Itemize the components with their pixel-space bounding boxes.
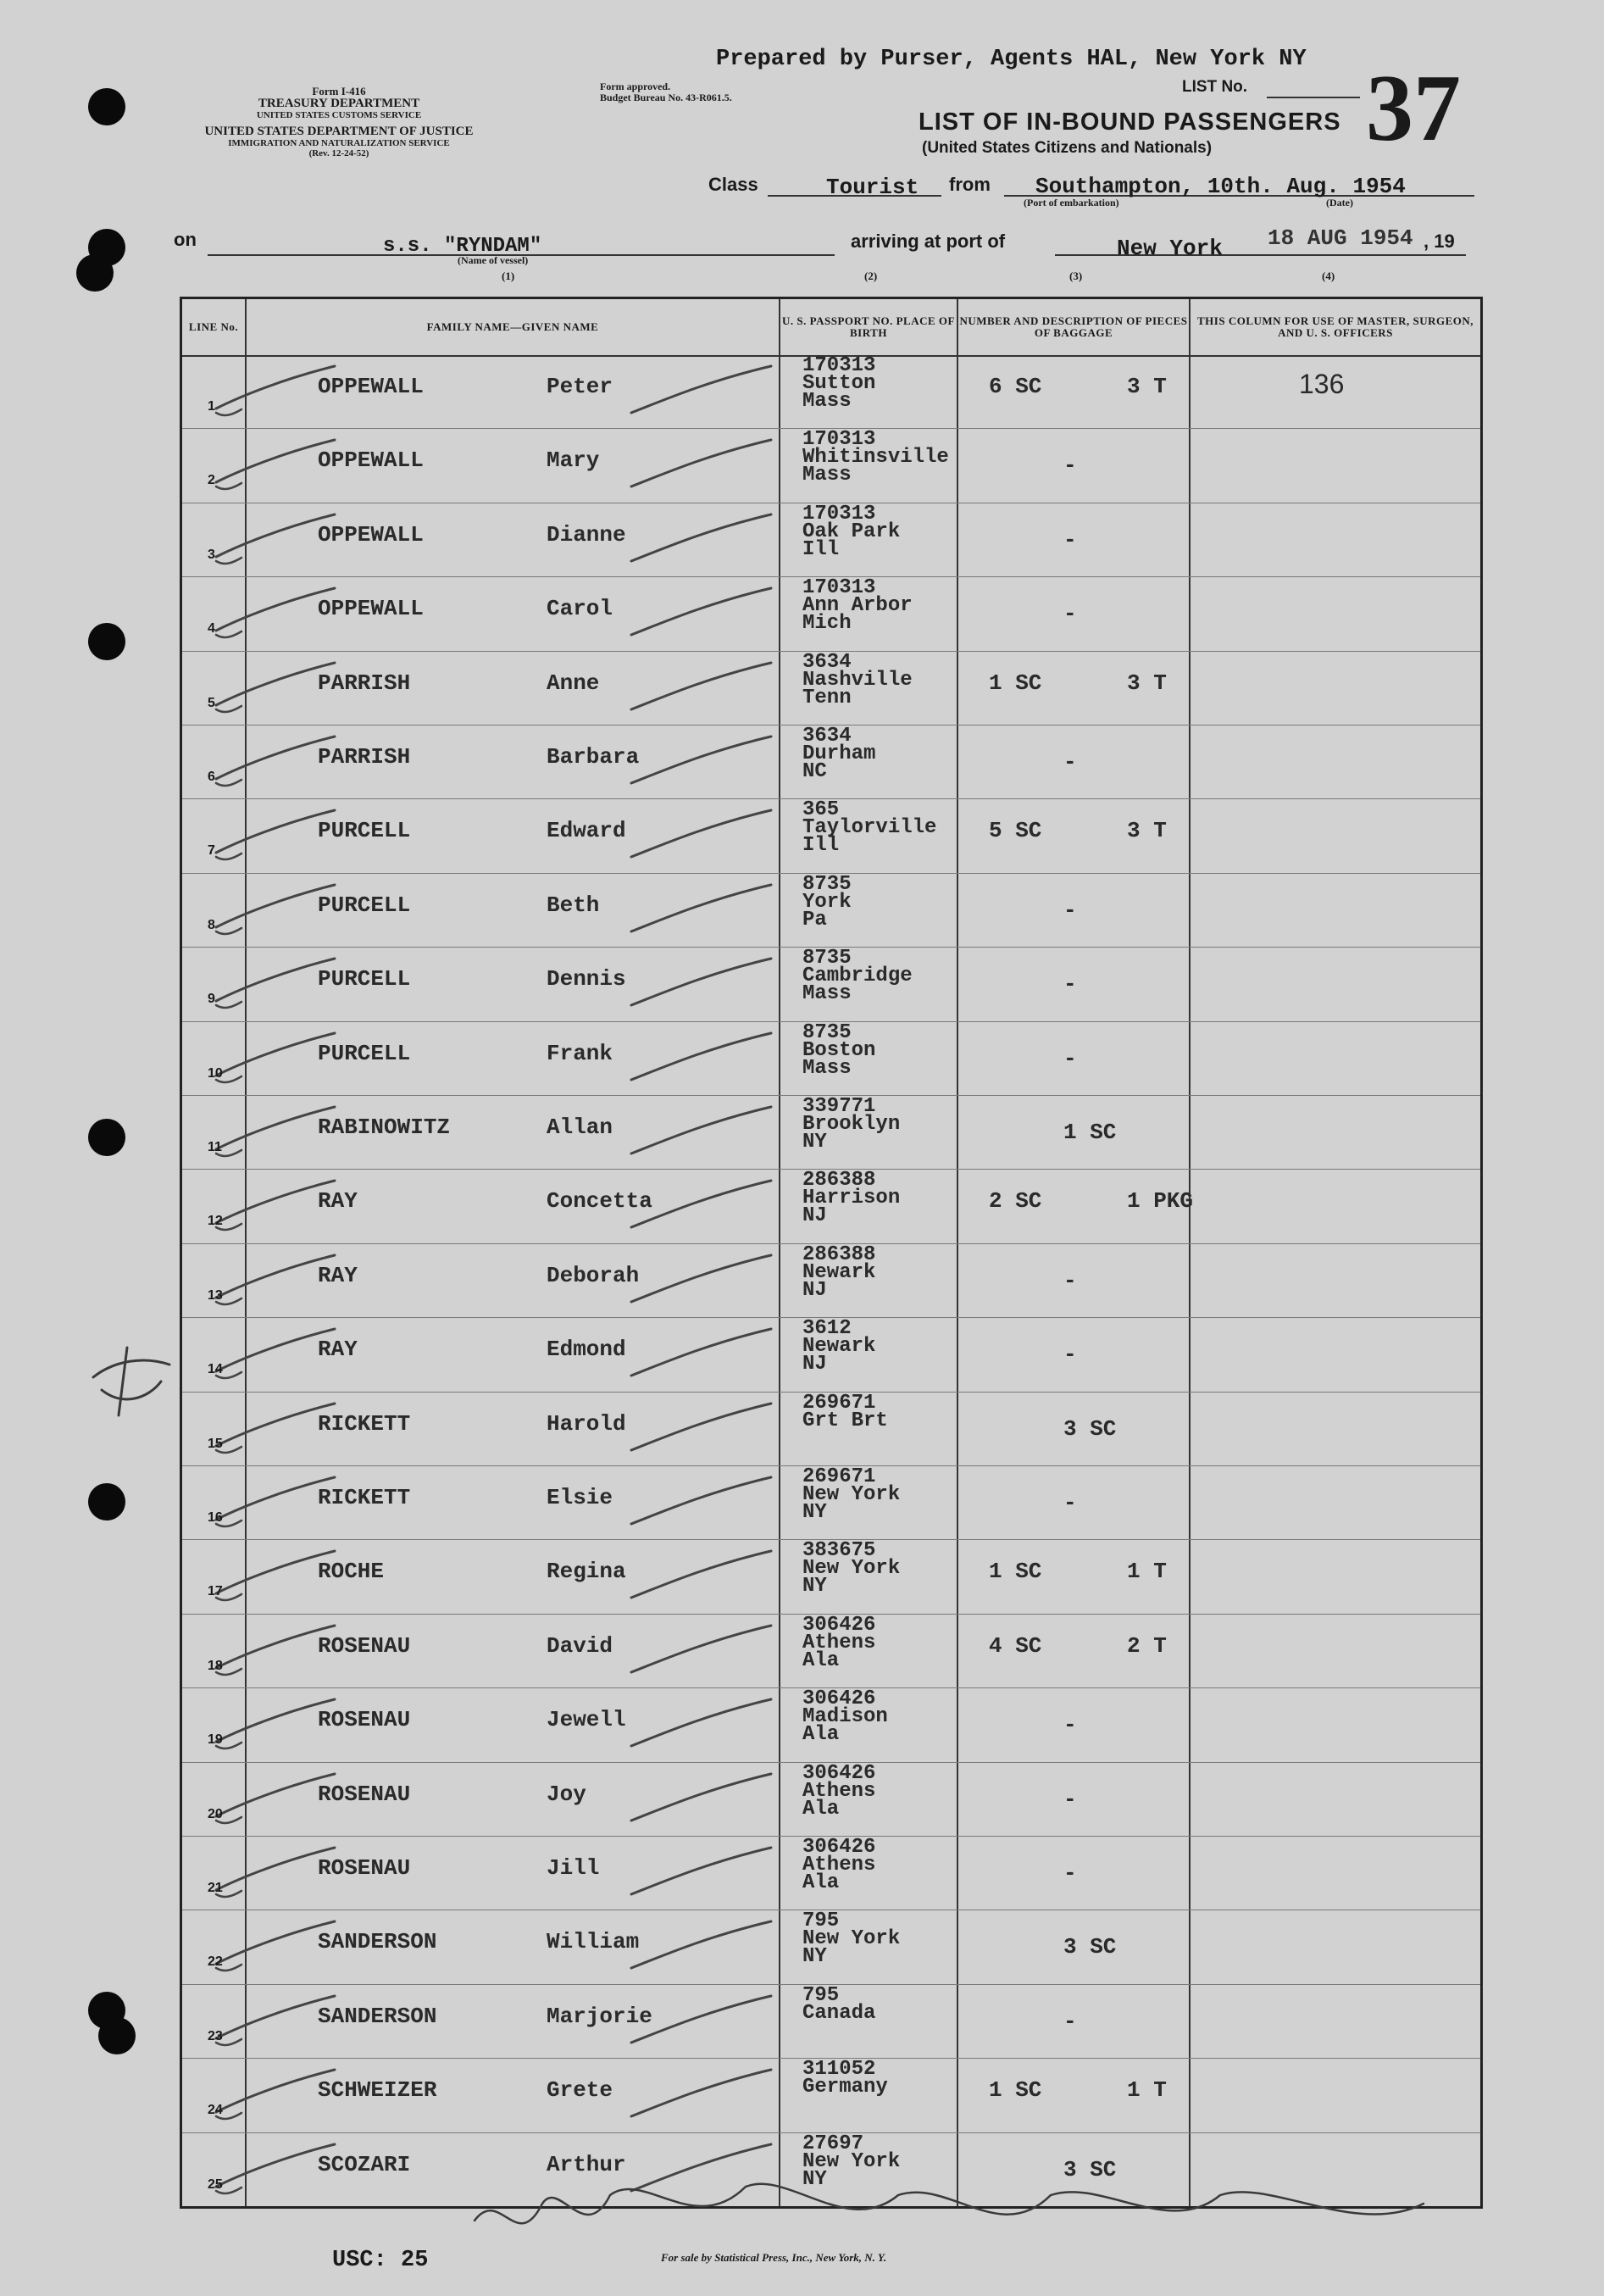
family-name: PURCELL <box>318 966 411 992</box>
baggage-count: 5 SC <box>989 818 1042 844</box>
prepared-by: Prepared by Purser, Agents HAL, New York NY <box>716 47 1307 72</box>
passport-number: 306426 <box>802 1687 876 1711</box>
birth-place: New York <box>802 1927 901 1951</box>
birth-state: Ala <box>802 1723 840 1747</box>
arrival-port: New York <box>1117 236 1223 261</box>
given-name: Peter <box>547 374 613 399</box>
given-name: Arthur <box>547 2151 626 2177</box>
family-name: PARRISH <box>318 744 411 770</box>
from-value: Southampton, 10th. Aug. 1954 <box>1035 174 1406 199</box>
line-number: 1 <box>208 399 215 414</box>
passport-number: 8735 <box>802 872 852 896</box>
passport-number: 286388 <box>802 1169 876 1192</box>
ins-service: IMMIGRATION AND NATURALIZATION SERVICE <box>228 138 450 148</box>
baggage-summary: - <box>1063 2008 1077 2034</box>
line-number: 16 <box>208 1510 223 1525</box>
line-number: 22 <box>208 1954 223 1970</box>
birth-place: New York <box>802 1557 901 1581</box>
customs-service: UNITED STATES CUSTOMS SERVICE <box>256 110 422 120</box>
family-name: ROSENAU <box>318 1855 411 1881</box>
birth-place: Boston <box>802 1038 876 1062</box>
given-name: Joy <box>547 1781 586 1807</box>
birth-place: Athens <box>802 1631 876 1654</box>
line-number: 10 <box>208 1065 223 1081</box>
passport-number: 8735 <box>802 1020 852 1044</box>
passport-number: 311052 <box>802 2058 876 2082</box>
baggage-count: 1 SC <box>989 2077 1042 2104</box>
family-name: ROSENAU <box>318 1707 411 1733</box>
baggage-trunks: 2 T <box>1127 1632 1167 1659</box>
usc-count: USC: 25 <box>332 2248 429 2273</box>
passport-number: 306426 <box>802 1761 876 1785</box>
birth-state: NC <box>802 760 827 783</box>
birth-state: Ala <box>802 1648 840 1672</box>
given-name: Anne <box>547 670 600 696</box>
line-number: 3 <box>208 547 215 562</box>
pencil-scribble-icon <box>475 2184 1424 2224</box>
line-number: 11 <box>208 1140 222 1154</box>
given-name: Barbara <box>547 744 640 770</box>
line-number: 5 <box>208 695 215 710</box>
printer-credit: For sale by Statistical Press, Inc., New York, N. Y. <box>661 2251 887 2264</box>
class-label: Class <box>708 174 758 195</box>
given-name: Jewell <box>547 1707 626 1733</box>
family-name: SCOZARI <box>318 2151 411 2177</box>
officer-note: 136 <box>1299 369 1345 399</box>
given-name: Harold <box>547 1410 626 1437</box>
baggage-count: 2 SC <box>989 1188 1042 1215</box>
family-name: RAY <box>318 1188 358 1215</box>
passport-number: 3634 <box>802 650 852 674</box>
baggage-summary: - <box>1063 971 1077 998</box>
birth-place: Athens <box>802 1854 876 1876</box>
line-number: 2 <box>208 473 215 488</box>
col-header-baggage: NUMBER AND DESCRIPTION OF PIECES OF BAGGAGE <box>959 314 1188 339</box>
baggage-trunks: 1 PKG <box>1127 1188 1194 1215</box>
family-name: SCHWEIZER <box>318 2077 437 2104</box>
col-header-officers: THIS COLUMN FOR USE OF MASTER, SURGEON, AND U. S. OFFICERS <box>1197 314 1474 339</box>
baggage-trunks: 3 T <box>1127 374 1167 399</box>
birth-place: Newark <box>802 1260 876 1284</box>
baggage-summary: - <box>1063 897 1077 923</box>
family-name: ROCHE <box>318 1559 385 1585</box>
baggage-trunks: 1 T <box>1127 1559 1167 1585</box>
list-number: 37 <box>1366 56 1461 161</box>
line-number: 6 <box>208 770 215 784</box>
birth-place: New York <box>802 2149 901 2173</box>
birth-state: NY <box>802 2167 827 2191</box>
baggage-summary: - <box>1063 1342 1077 1368</box>
baggage-count: 6 SC <box>989 374 1042 399</box>
class-value: Tourist <box>826 175 919 200</box>
from-label: from <box>949 174 991 195</box>
birth-place: York <box>802 890 852 914</box>
passport-number: 3634 <box>802 725 852 748</box>
birth-place: Harrison <box>802 1187 901 1210</box>
family-name: RICKETT <box>318 1410 411 1437</box>
family-name: OPPEWALL <box>318 374 424 399</box>
birth-place: Whitinsville <box>802 446 949 470</box>
baggage-summary: - <box>1063 1712 1077 1738</box>
line-number: 4 <box>208 621 215 637</box>
given-name: Carol <box>547 596 613 622</box>
given-name: Concetta <box>547 1188 652 1215</box>
birth-state: Mass <box>802 390 852 413</box>
given-name: Allan <box>547 1115 613 1140</box>
birth-place: Grt Brt <box>802 1409 888 1432</box>
given-name: David <box>547 1632 613 1659</box>
family-name: OPPEWALL <box>318 448 424 474</box>
birth-place: Ann Arbor <box>802 594 913 618</box>
family-name: RABINOWITZ <box>318 1115 451 1140</box>
family-name: RAY <box>318 1262 358 1288</box>
birth-place: Newark <box>802 1335 876 1359</box>
birth-state: Ala <box>802 1871 840 1894</box>
passport-number: 365 <box>802 798 840 822</box>
birth-state: NJ <box>802 1278 827 1302</box>
col-header-passport: U. S. PASSPORT NO. PLACE OF BIRTH <box>782 314 955 339</box>
family-name: PURCELL <box>318 892 411 918</box>
birth-state: Ill <box>802 537 840 561</box>
baggage-summary: - <box>1063 749 1077 775</box>
passport-number: 795 <box>802 1983 840 2007</box>
family-name: PURCELL <box>318 1040 411 1066</box>
line-number: 18 <box>208 1658 223 1673</box>
birth-place: Canada <box>802 2001 876 2025</box>
given-name: Frank <box>547 1040 613 1066</box>
passport-number: 383675 <box>802 1539 876 1563</box>
form-number: Form I-416 <box>312 85 366 97</box>
passport-number: 339771 <box>802 1095 876 1118</box>
embarkation-caption: (Port of embarkation) <box>1024 197 1119 208</box>
birth-place: Taylorville <box>802 816 937 840</box>
line-number: 19 <box>208 1732 223 1748</box>
given-name: Marjorie <box>547 2003 652 2029</box>
birth-place: Cambridge <box>802 965 913 988</box>
form-approved: Form approved. Budget Bureau No. 43-R061.5. <box>600 81 732 103</box>
line-number: 24 <box>208 2103 223 2118</box>
passport-number: 795 <box>802 1910 840 1933</box>
line-number: 20 <box>208 1806 223 1821</box>
line-number: 12 <box>208 1214 223 1229</box>
list-no-label: LIST No. <box>1182 78 1248 96</box>
passport-number: 3612 <box>802 1317 852 1341</box>
birth-state: NY <box>802 1501 827 1524</box>
birth-state: Mich <box>802 612 852 636</box>
date-caption: (Date) <box>1326 197 1353 208</box>
list-title: LIST OF IN-BOUND PASSENGERS <box>919 108 1341 136</box>
given-name: Beth <box>547 892 600 918</box>
given-name: Elsie <box>547 1485 613 1510</box>
family-name: ROSENAU <box>318 1632 411 1659</box>
line-number: 8 <box>208 917 215 932</box>
given-name: Edward <box>547 818 626 844</box>
baggage-summary: - <box>1063 1490 1077 1515</box>
line-number: 7 <box>208 843 215 859</box>
baggage-summary: - <box>1063 526 1077 553</box>
birth-state: Ill <box>802 834 840 858</box>
baggage-trunks: 1 T <box>1127 2077 1167 2104</box>
vessel-caption: (Name of vessel) <box>458 254 529 266</box>
baggage-summary: - <box>1063 1786 1077 1812</box>
baggage-summary: - <box>1063 1267 1077 1293</box>
list-subtitle: (United States Citizens and Nationals) <box>922 139 1213 157</box>
baggage-summary: - <box>1063 453 1077 479</box>
family-name: ROSENAU <box>318 1781 411 1807</box>
birth-place: Germany <box>802 2076 888 2099</box>
birth-state: NY <box>802 1945 827 1969</box>
baggage-trunks: 3 T <box>1127 818 1167 844</box>
birth-state: Mass <box>802 982 852 1006</box>
passport-number: 170313 <box>802 502 876 525</box>
family-name: RAY <box>318 1337 358 1363</box>
passport-number: 170313 <box>802 428 876 452</box>
line-number: 14 <box>208 1362 223 1377</box>
passport-number: 170313 <box>802 354 876 377</box>
passport-number: 8735 <box>802 947 852 970</box>
baggage-summary: 1 SC <box>1063 1120 1117 1145</box>
birth-state: Ala <box>802 1797 840 1821</box>
given-name: Dennis <box>547 966 626 992</box>
birth-state: NY <box>802 1575 827 1598</box>
baggage-summary: - <box>1063 1045 1077 1071</box>
birth-place: New York <box>802 1483 901 1506</box>
line-number: 17 <box>208 1584 223 1599</box>
baggage-summary: 3 SC <box>1063 1934 1117 1960</box>
line-number: 15 <box>208 1436 223 1451</box>
birth-place: Nashville <box>802 668 913 692</box>
baggage-summary: 3 SC <box>1063 1415 1117 1442</box>
vessel-name: s.s. "RYNDAM" <box>383 235 542 258</box>
family-name: RICKETT <box>318 1485 411 1510</box>
given-name: Grete <box>547 2077 613 2104</box>
family-name: PARRISH <box>318 670 411 696</box>
passport-number: 306426 <box>802 1613 876 1637</box>
birth-place: Brooklyn <box>802 1113 901 1136</box>
baggage-count: 4 SC <box>989 1632 1042 1659</box>
given-name: Mary <box>547 448 600 474</box>
birth-state: Mass <box>802 464 852 487</box>
passport-number: 286388 <box>802 1243 876 1266</box>
on-label: on <box>174 229 197 250</box>
birth-state: Pa <box>802 908 827 931</box>
form-revision: (Rev. 12-24-52) <box>308 148 369 158</box>
birth-state: NY <box>802 1131 827 1154</box>
col-number-3: (3) <box>1069 270 1083 282</box>
line-number: 21 <box>208 1881 223 1895</box>
col-header-line-no: LINE No. <box>188 320 239 333</box>
treasury-dept: TREASURY DEPARTMENT <box>258 97 420 110</box>
baggage-summary: - <box>1063 601 1077 627</box>
family-name: SANDERSON <box>318 2003 437 2029</box>
year-suffix: , 19 <box>1424 231 1455 252</box>
family-name: SANDERSON <box>318 1929 437 1955</box>
passport-number: 269671 <box>802 1391 876 1415</box>
line-number: 13 <box>208 1287 223 1303</box>
col-number-2: (2) <box>864 270 878 282</box>
birth-place: Durham <box>802 742 876 765</box>
birth-place: Oak Park <box>802 520 901 543</box>
baggage-summary: - <box>1063 1860 1077 1886</box>
given-name: Deborah <box>547 1262 640 1288</box>
birth-state: Tenn <box>802 686 852 709</box>
baggage-count: 1 SC <box>989 670 1042 696</box>
given-name: William <box>547 1929 640 1955</box>
passport-number: 170313 <box>802 576 876 600</box>
birth-place: Sutton <box>802 372 876 395</box>
given-name: Regina <box>547 1559 626 1585</box>
family-name: OPPEWALL <box>318 596 424 622</box>
arriving-label: arriving at port of <box>851 231 1006 252</box>
birth-state: Mass <box>802 1056 852 1080</box>
line-number: 25 <box>208 2176 223 2192</box>
passport-number: 306426 <box>802 1836 876 1859</box>
baggage-trunks: 3 T <box>1127 670 1167 696</box>
justice-dept: UNITED STATES DEPARTMENT OF JUSTICE <box>204 125 474 138</box>
passport-number: 269671 <box>802 1465 876 1488</box>
baggage-count: 1 SC <box>989 1559 1042 1585</box>
birth-place: Athens <box>802 1779 876 1803</box>
baggage-summary: 3 SC <box>1063 2156 1117 2182</box>
birth-place: Madison <box>802 1705 888 1729</box>
col-header-name: FAMILY NAME—GIVEN NAME <box>426 320 599 333</box>
line-number: 23 <box>208 2028 223 2043</box>
col-number-1: (1) <box>502 270 515 282</box>
given-name: Edmond <box>547 1337 626 1363</box>
arrival-date-stamp: 18 AUG 1954 <box>1268 225 1413 251</box>
family-name: PURCELL <box>318 818 411 844</box>
line-number: 9 <box>208 992 215 1007</box>
given-name: Jill <box>547 1855 600 1881</box>
family-name: OPPEWALL <box>318 521 424 548</box>
birth-state: NJ <box>802 1353 827 1376</box>
passport-number: 27697 <box>802 2132 864 2155</box>
given-name: Dianne <box>547 521 626 548</box>
col-number-4: (4) <box>1322 270 1335 282</box>
pencil-mark-icon <box>93 1348 169 1415</box>
birth-state: NJ <box>802 1204 827 1228</box>
